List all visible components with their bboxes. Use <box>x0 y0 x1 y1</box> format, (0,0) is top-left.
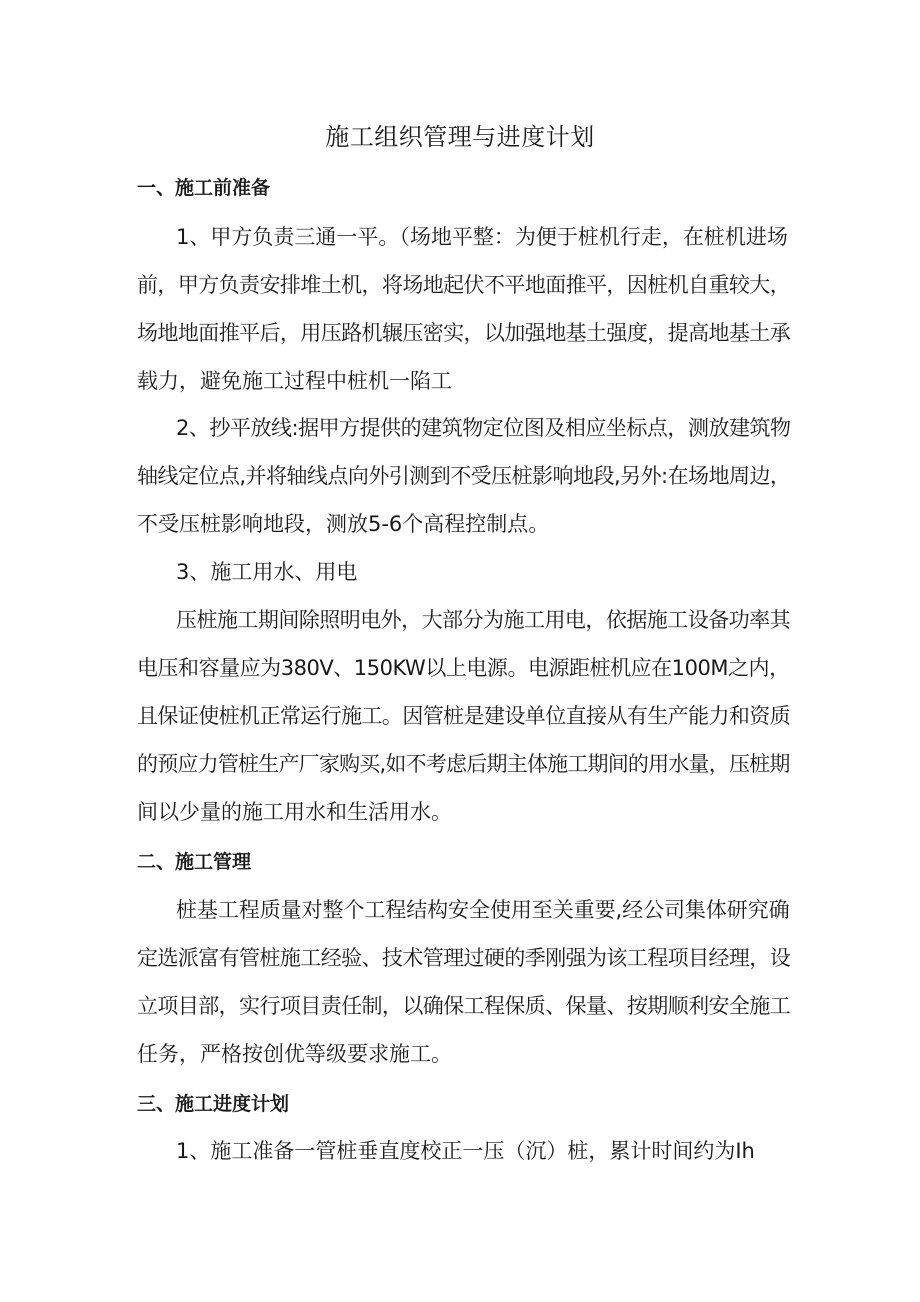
paragraph-line: 的预应力管桩生产厂家购买,如不考虑后期主体施工期间的用水量，压桩期 <box>137 752 790 776</box>
paragraph-line: 电压和容量应为380V、150KW以上电源。电源距桩机应在100M之内， <box>137 656 790 680</box>
paragraph-line: 前，甲方负责安排堆土机，将场地起伏不平地面推平，因桩机自重较大， <box>137 273 791 297</box>
section-heading: 一、施工前准备 <box>137 177 271 199</box>
paragraph-line: 场地地面推平后，用压路机辗压密实，以加强地基土强度，提高地基土承 <box>137 321 791 345</box>
paragraph-line: 压桩施工期间除照明电外，大部分为施工用电，依据施工设备功率其 <box>176 608 791 632</box>
paragraph-line: 轴线定位点,并将轴线点向外引测到不受压桩影响地段,另外:在场地周边， <box>137 464 791 488</box>
paragraph-line: 立项目部，实行项目责任制，以确保工程保质、保量、按期顺利安全施工 <box>137 994 791 1018</box>
paragraph-line: 1、施工准备一管桩垂直度校正一压（沉）桩，累计时间约为Ih <box>176 1139 755 1163</box>
paragraph-line: 定选派富有管桩施工经验、技术管理过硬的季刚强为该工程项目经理，设 <box>137 946 791 970</box>
paragraph-line: 且保证使桩机正常运行施工。因管桩是建设单位直接从有生产能力和资质 <box>137 704 791 728</box>
section-heading: 二、施工管理 <box>137 851 252 873</box>
paragraph-line: 不受压桩影响地段，测放5-6个高程控制点。 <box>137 512 550 536</box>
paragraph-line: 桩基工程质量对整个工程结构安全使用至关重要,经公司集体研究确 <box>176 898 790 922</box>
paragraph-line: 间以少量的施工用水和生活用水。 <box>137 800 452 824</box>
document-title: 施工组织管理与进度计划 <box>325 123 595 151</box>
paragraph-line: 任务，严格按创优等级要求施工。 <box>137 1042 452 1066</box>
paragraph-line: 2、抄平放线:据甲方提供的建筑物定位图及相应坐标点，测放建筑物 <box>176 416 791 440</box>
paragraph-line: 3、施工用水、用电 <box>176 560 358 584</box>
section-heading: 三、施工进度计划 <box>137 1093 290 1115</box>
paragraph-line: 1、甲方负责三通一平。（场地平整：为便于桩机行走，在桩机进场 <box>176 225 788 249</box>
paragraph-line: 载力，避免施工过程中桩机一陷工 <box>137 369 452 393</box>
